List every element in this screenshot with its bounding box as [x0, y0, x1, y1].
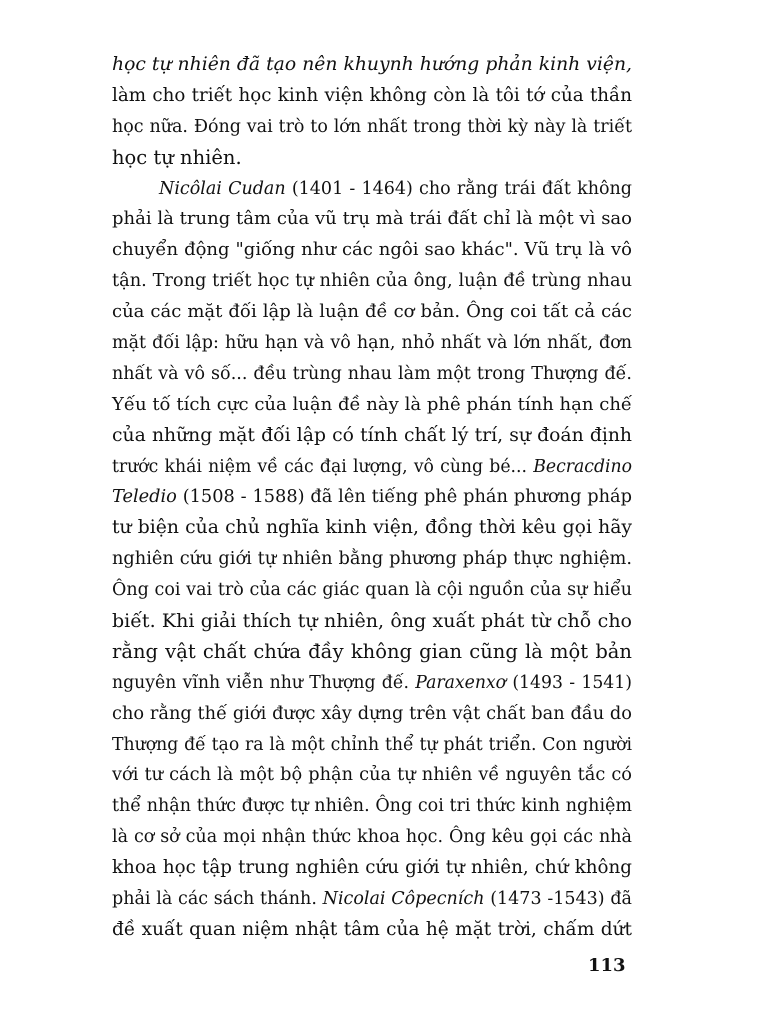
text-line: [112, 606, 632, 637]
italic-name: Paraxenxơ: [415, 672, 507, 693]
text-line: [112, 513, 632, 544]
text-run: làm cho triết học kinh viện không còn là tôi tớ của thần: [112, 84, 632, 106]
text-line: [112, 235, 632, 266]
text-run: cho rằng thế giới được xây dựng trên vật chất ban đầu do: [112, 703, 632, 724]
text-line: [112, 81, 632, 112]
text-line: [112, 143, 632, 174]
text-run: nguyên vĩnh viễn như Thượng đế.: [112, 672, 416, 693]
text-line: [112, 544, 632, 575]
text-line: [112, 328, 632, 359]
text-run: trước khái niệm về các đại lượng, vô cùng bé...: [112, 456, 534, 477]
text-run: của các mặt đối lập là luận đề cơ bản. Ông coi tất cả các: [112, 301, 632, 323]
text-line: [112, 699, 632, 730]
text-run: khoa học tập trung nghiên cứu giới tự nhiên, chứ không: [112, 857, 632, 879]
text-run: chuyển động "giống như các ngôi sao khác". Vũ trụ là vô: [112, 239, 632, 261]
text-line: [112, 915, 632, 946]
text-run: (1401 - 1464) cho rằng trái đất không: [285, 178, 632, 199]
text-run: (1508 - 1588) đã lên tiếng phê phán phương pháp: [176, 487, 632, 508]
text-line: [112, 853, 632, 884]
text-line: [112, 760, 632, 791]
text-run: nhất và vô số... đều trùng nhau làm một trong Thượng đế.: [112, 363, 632, 384]
text-line: [112, 421, 632, 452]
text-run: thể nhận thức được tự nhiên. Ông coi tri thức kinh nghiệm: [112, 796, 632, 817]
text-run: phải là các sách thánh.: [112, 889, 323, 910]
text-line: [112, 482, 632, 513]
text-run: Ông coi vai trò của các giác quan là cội nguồn của sự hiểu: [112, 580, 632, 601]
body-text: [112, 50, 632, 946]
text-line: [112, 575, 632, 606]
italic-name: Nicôlai Cudan: [159, 178, 286, 199]
text-line: [112, 50, 632, 81]
italic-name: Teledio: [112, 487, 177, 508]
text-run: biết. Khi giải thích tự nhiên, ông xuất phát từ chỗ cho: [112, 610, 632, 633]
text-line: [112, 359, 632, 390]
text-run: là cơ sở của mọi nhận thức khoa học. Ông kêu gọi các nhà: [112, 827, 632, 848]
text-line: [112, 730, 632, 761]
text-line: [112, 822, 632, 853]
text-line: [112, 791, 632, 822]
text-run: phải là trung tâm của vũ trụ mà trái đất chỉ là một vì sao: [112, 208, 632, 230]
text-run: học tự nhiên.: [112, 145, 242, 169]
text-line: [112, 390, 632, 421]
text-line: [112, 884, 632, 915]
text-line: [112, 174, 632, 205]
text-run: của những mặt đối lập có tính chất lý trí, sự đoán định: [112, 424, 632, 446]
italic-name: Becracdino: [533, 456, 632, 477]
text-line: [112, 204, 632, 235]
text-run: nghiên cứu giới tự nhiên bằng phương pháp thực nghiệm.: [112, 549, 632, 570]
text-run: (1473 -1543) đã: [484, 889, 632, 910]
text-run: rằng vật chất chứa đầy không gian cũng là một bản: [112, 639, 632, 663]
page-number: 113: [588, 955, 626, 976]
text-run: (1493 - 1541): [506, 672, 632, 693]
text-run: với tư cách là một bộ phận của tự nhiên về nguyên tắc có: [112, 765, 632, 786]
italic-name: học tự nhiên đã tạo nên khuynh hướng phản kinh viện,: [112, 54, 632, 75]
text-run: đề xuất quan niệm nhật tâm của hệ mặt trời, chấm dứt: [112, 918, 632, 940]
italic-name: Nicolai Côpecních: [322, 889, 485, 910]
text-run: Yếu tố tích cực của luận đề này là phê phán tính hạn chế: [112, 393, 632, 415]
text-run: Thượng đế tạo ra là một chỉnh thể tự phát triển. Con người: [112, 734, 632, 755]
text-run: tư biện của chủ nghĩa kinh viện, đồng thời kêu gọi hãy: [112, 517, 632, 539]
text-run: học nữa. Đóng vai trò to lớn nhất trong thời kỳ này là triết: [112, 116, 632, 137]
text-line: [112, 637, 632, 668]
text-run: mặt đối lập: hữu hạn và vô hạn, nhỏ nhất và lớn nhất, đơn: [112, 333, 632, 354]
text-line: [112, 452, 632, 483]
text-line: [112, 668, 632, 699]
text-run: tận. Trong triết học tự nhiên của ông, luận đề trùng nhau: [112, 271, 632, 292]
text-line: [112, 112, 632, 143]
text-line: [112, 266, 632, 297]
text-line: [112, 297, 632, 328]
